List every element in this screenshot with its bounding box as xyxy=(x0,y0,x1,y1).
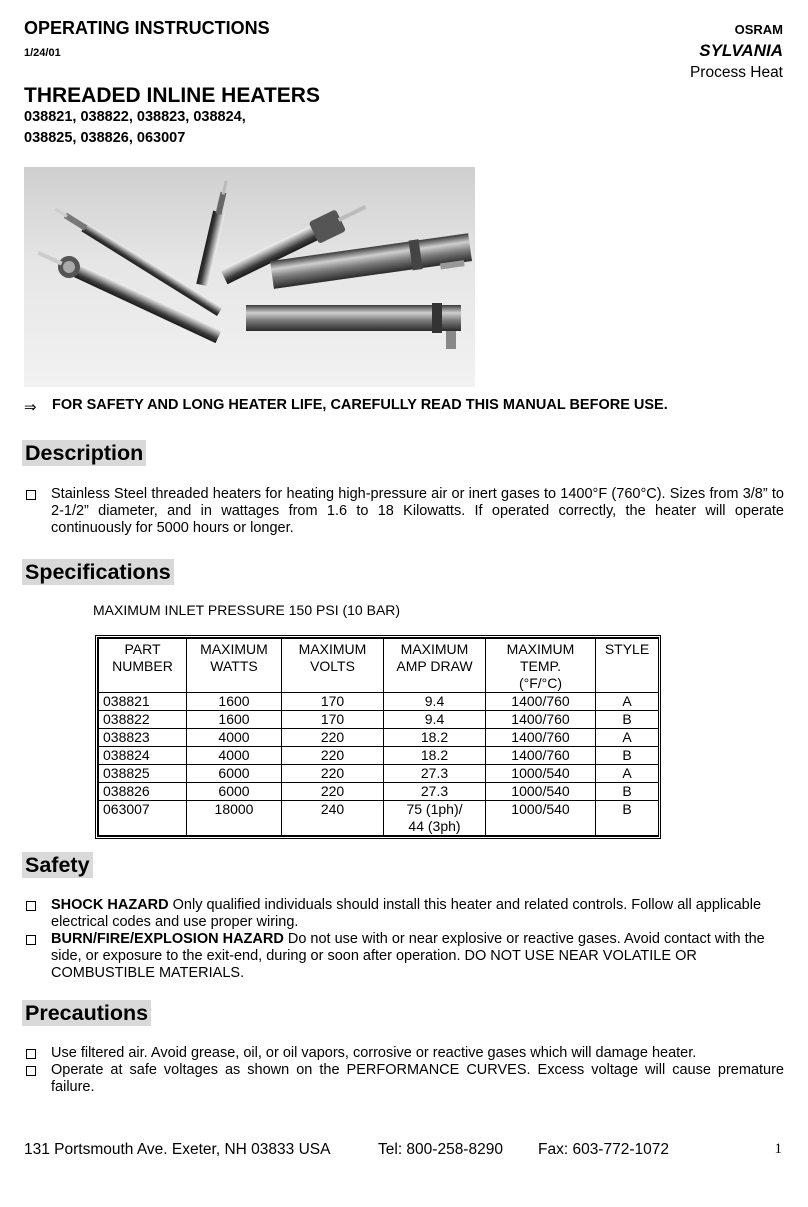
table-row: 038824 4000 220 18.2 1400/760 B xyxy=(99,747,659,765)
description-item xyxy=(24,486,784,537)
table-row: 038826 6000 220 27.3 1000/540 B xyxy=(99,783,659,801)
footer-address: 131 Portsmouth Ave. Exeter, NH 03833 USA xyxy=(24,1141,331,1158)
spec-table xyxy=(95,635,661,839)
part-numbers-line-1: 038821, 038822, 038823, 038824, xyxy=(24,109,246,125)
footer-telephone: Tel: 800-258-8290 xyxy=(378,1141,503,1158)
checkbox-bullet-icon xyxy=(26,1049,36,1059)
precaution-item xyxy=(24,1062,784,1096)
heater-large-2 xyxy=(246,303,461,349)
column-header: MAXIMUM TEMP. (°F/°C) xyxy=(486,639,596,693)
precaution-text: Operate at safe voltages as shown on the PERFORMANCE CURVES. Excess voltage will cause premature failure. xyxy=(51,1062,784,1095)
heading-specifications: Specifications xyxy=(22,559,174,585)
column-header: PART NUMBER xyxy=(99,639,187,693)
checkbox-bullet-icon xyxy=(26,935,36,945)
product-photo xyxy=(24,167,475,387)
hazard-label: SHOCK HAZARD xyxy=(51,897,169,913)
precaution-text: Use filtered air. Avoid grease, oil, or oil vapors, corrosive or reactive gases which will damage heater. xyxy=(51,1045,697,1061)
footer-fax: Fax: 603-772-1072 xyxy=(538,1141,669,1158)
hazard-text: Do not use with or near explosive or reactive gases. Avoid contact with the side, or exposure to the exit-end, during or soon after operation. DO NOT USE NEAR VOLATILE OR COMBUSTIBLE MATERIALS. xyxy=(51,931,765,981)
safety-item-burn xyxy=(24,931,784,982)
table-header-row xyxy=(99,639,659,693)
table-row: 038821 1600 170 9.4 1400/760 A xyxy=(99,693,659,711)
checkbox-bullet-icon xyxy=(26,901,36,911)
document-title: OPERATING INSTRUCTIONS xyxy=(24,18,270,38)
table-row: 063007 18000 240 75 (1ph)/ 44 (3ph) 1000/540 B xyxy=(99,801,659,836)
page-number: 1 xyxy=(774,1141,782,1157)
precaution-item xyxy=(24,1045,784,1062)
safety-notice: FOR SAFETY AND LONG HEATER LIFE, CAREFULLY READ THIS MANUAL BEFORE USE. xyxy=(52,397,668,413)
brand-division: Process Heat xyxy=(689,64,783,81)
column-header: MAXIMUM WATTS xyxy=(187,639,282,693)
heading-description: Description xyxy=(22,440,146,466)
column-header: MAXIMUM VOLTS xyxy=(282,639,384,693)
table-row: 038823 4000 220 18.2 1400/760 A xyxy=(99,729,659,747)
arrow-icon: ⇒ xyxy=(24,399,37,416)
max-inlet-pressure: MAXIMUM INLET PRESSURE 150 PSI (10 BAR) xyxy=(93,602,401,618)
heading-precautions: Precautions xyxy=(22,1000,151,1026)
table-row: 038825 6000 220 27.3 1000/540 A xyxy=(99,765,659,783)
hazard-text: Only qualified individuals should install this heater and related controls. Follow all applicable electrical codes and use proper wiring. xyxy=(51,897,762,930)
checkbox-bullet-icon xyxy=(26,490,36,500)
document-date: 1/24/01 xyxy=(24,47,61,59)
brand-osram: OSRAM xyxy=(734,22,783,37)
product-title: THREADED INLINE HEATERS xyxy=(24,84,320,107)
part-numbers-line-2: 038825, 038826, 063007 xyxy=(24,130,186,146)
table-row: 038822 1600 170 9.4 1400/760 B xyxy=(99,711,659,729)
hazard-label: BURN/FIRE/EXPLOSION HAZARD xyxy=(51,931,284,947)
heading-safety: Safety xyxy=(22,852,93,878)
column-header: MAXIMUM AMP DRAW xyxy=(384,639,486,693)
checkbox-bullet-icon xyxy=(26,1066,36,1076)
column-header: STYLE xyxy=(596,639,659,693)
brand-sylvania: SYLVANIA xyxy=(699,41,783,60)
description-text: Stainless Steel threaded heaters for heating high-pressure air or inert gases to 1400°F (760°C). Sizes from 3/8” to 2-1/2” diameter, and in wattages from 1.6 to 18 Kilowatts. If operated correctly, the heater will operate continuously for 5000 hours or longer. xyxy=(51,486,784,536)
heaters-illustration xyxy=(24,167,475,387)
safety-item-shock xyxy=(24,897,784,931)
